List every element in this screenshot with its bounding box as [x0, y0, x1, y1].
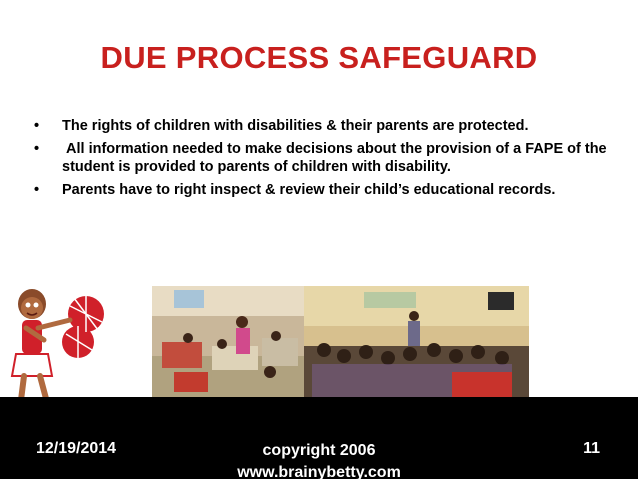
copyright-text: copyright 2006	[262, 442, 376, 459]
footer-date: 12/19/2014	[36, 440, 117, 457]
website-link[interactable]: www.brainybetty.com	[237, 464, 401, 481]
classroom-photos-image	[152, 286, 529, 398]
bullet-dot: •	[34, 118, 40, 134]
footer	[0, 397, 638, 479]
bullet-item	[30, 117, 620, 136]
bullet-item	[30, 140, 620, 177]
page-number: 11	[583, 440, 600, 457]
bullet-text: All information needed to make decisions about the provision of a FAPE of the student is provided to parents of children with disability.	[62, 140, 611, 175]
footer-copyright	[0, 440, 638, 484]
bullet-dot: •	[34, 140, 40, 157]
bullet-list	[30, 117, 620, 203]
slide-title: DUE PROCESS SAFEGUARD	[100, 40, 538, 75]
bullet-text: Parents have to right inspect & review their child’s educational records.	[62, 181, 556, 198]
bullet-dot: •	[34, 181, 40, 198]
bullet-item	[30, 181, 620, 200]
bullet-text: The rights of children with disabilities & their parents are protected.	[62, 118, 529, 134]
